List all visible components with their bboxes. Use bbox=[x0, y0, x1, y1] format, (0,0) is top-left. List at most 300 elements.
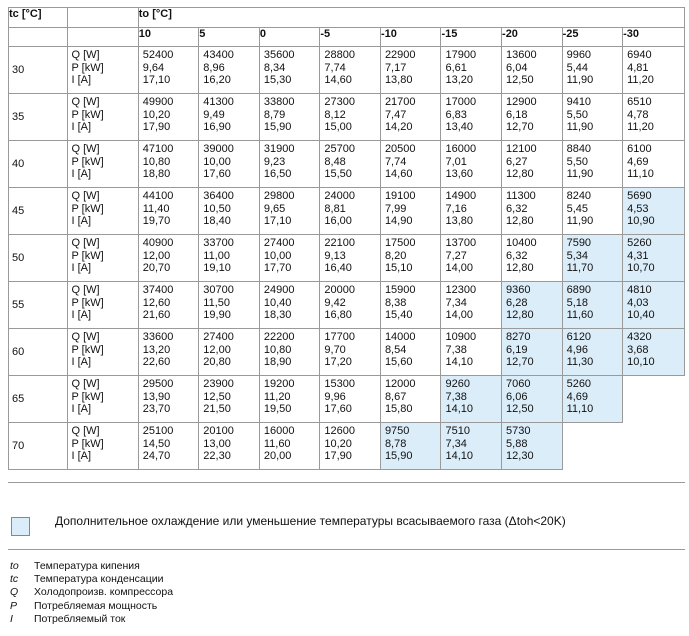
value-p: 4,31 bbox=[627, 249, 649, 262]
value-q: 5260 bbox=[627, 237, 652, 249]
value-i: 19,10 bbox=[203, 262, 231, 274]
to-value-header: 5 bbox=[199, 28, 260, 47]
value-i: 11,90 bbox=[566, 121, 594, 133]
value-q: 12600 bbox=[324, 425, 355, 437]
quantity-label: P [kW] bbox=[71, 390, 104, 403]
value-p: 8,34 bbox=[263, 61, 286, 74]
value-p: 8,54 bbox=[384, 343, 407, 356]
value-q: 13700 bbox=[445, 237, 477, 249]
value-p: 12,00 bbox=[203, 343, 231, 356]
value-p: 14,50 bbox=[142, 437, 171, 450]
data-cell bbox=[199, 423, 260, 470]
data-cell bbox=[320, 329, 381, 376]
value-q: 49900 bbox=[142, 96, 174, 108]
value-i: 12,30 bbox=[506, 450, 534, 462]
empty-cell bbox=[623, 376, 685, 423]
value-p: 4,78 bbox=[627, 108, 649, 121]
tc-value: 60 bbox=[9, 329, 68, 376]
value-p: 13,00 bbox=[203, 437, 231, 450]
value-q: 14900 bbox=[445, 190, 477, 202]
value-q: 10900 bbox=[445, 331, 477, 343]
value-i: 20,70 bbox=[142, 262, 171, 274]
value-p: 5,18 bbox=[566, 296, 588, 309]
data-cell bbox=[138, 376, 199, 423]
value-i: 14,00 bbox=[445, 309, 474, 321]
value-i: 17,70 bbox=[263, 262, 292, 274]
quantity-label: I [A] bbox=[71, 403, 92, 415]
data-cell bbox=[259, 423, 320, 470]
data-cell bbox=[138, 235, 199, 282]
data-cell bbox=[562, 188, 623, 235]
value-i: 14,60 bbox=[384, 168, 413, 180]
value-q: 29500 bbox=[142, 378, 174, 390]
value-p: 12,60 bbox=[142, 296, 171, 309]
value-q: 5690 bbox=[627, 190, 652, 202]
data-cell bbox=[380, 47, 441, 94]
value-p: 10,50 bbox=[203, 202, 231, 215]
data-cell bbox=[259, 47, 320, 94]
value-p: 11,60 bbox=[263, 437, 291, 450]
quantity-label: Q [W] bbox=[71, 143, 100, 155]
value-i: 14,00 bbox=[445, 262, 474, 274]
quantity-label: I [A] bbox=[71, 215, 92, 227]
value-p: 4,81 bbox=[627, 61, 649, 74]
value-q: 30700 bbox=[203, 284, 234, 296]
value-q: 4810 bbox=[627, 284, 652, 296]
value-q: 12900 bbox=[506, 96, 537, 108]
value-i: 21,50 bbox=[203, 403, 231, 415]
data-cell bbox=[441, 94, 502, 141]
legend-text: Дополнительное охлаждение или уменьшение температуры всасываемого газа (Δtoh<20K) bbox=[55, 514, 566, 528]
data-cell bbox=[138, 141, 199, 188]
value-q: 20500 bbox=[384, 143, 416, 155]
data-cell bbox=[320, 376, 381, 423]
quantity-label: Q [W] bbox=[71, 190, 100, 202]
value-p: 11,00 bbox=[203, 249, 231, 262]
value-q: 6940 bbox=[627, 49, 652, 61]
value-q: 12000 bbox=[384, 378, 416, 390]
quantity-label: I [A] bbox=[71, 121, 92, 133]
data-cell bbox=[380, 235, 441, 282]
value-i: 12,80 bbox=[506, 215, 534, 227]
value-p: 8,12 bbox=[324, 108, 346, 121]
value-q: 40900 bbox=[142, 237, 174, 249]
value-i: 10,90 bbox=[627, 215, 655, 227]
data-cell bbox=[199, 376, 260, 423]
value-i: 24,70 bbox=[142, 450, 171, 462]
divider bbox=[8, 482, 685, 483]
quantity-label: I [A] bbox=[71, 262, 92, 274]
value-p: 5,45 bbox=[566, 202, 588, 215]
value-i: 10,10 bbox=[627, 356, 655, 368]
data-cell-highlighted bbox=[623, 188, 685, 235]
table-body bbox=[9, 47, 685, 470]
data-cell bbox=[623, 141, 685, 188]
value-i: 16,20 bbox=[203, 74, 231, 86]
value-q: 22900 bbox=[384, 49, 416, 61]
value-p: 10,00 bbox=[263, 249, 292, 262]
value-i: 18,30 bbox=[263, 309, 292, 321]
table-row bbox=[9, 141, 685, 188]
value-q: 8240 bbox=[566, 190, 592, 202]
performance-table bbox=[8, 7, 685, 470]
value-i: 12,80 bbox=[506, 168, 534, 180]
data-cell bbox=[441, 329, 502, 376]
data-cell bbox=[380, 141, 441, 188]
tc-value: 45 bbox=[9, 188, 68, 235]
value-p: 7,34 bbox=[445, 437, 467, 450]
abbreviation-meaning: Температура кипения bbox=[34, 560, 140, 572]
value-q: 10400 bbox=[506, 237, 537, 249]
data-cell-highlighted bbox=[562, 235, 623, 282]
value-p: 9,70 bbox=[324, 343, 346, 356]
data-cell bbox=[138, 282, 199, 329]
value-i: 23,70 bbox=[142, 403, 171, 415]
value-i: 12,50 bbox=[506, 403, 534, 415]
data-cell-highlighted bbox=[623, 282, 685, 329]
value-q: 12300 bbox=[445, 284, 477, 296]
data-cell-highlighted bbox=[441, 376, 502, 423]
value-q: 28800 bbox=[324, 49, 355, 61]
value-q: 24000 bbox=[324, 190, 355, 202]
empty-cell bbox=[562, 423, 623, 470]
value-i: 11,60 bbox=[566, 309, 594, 321]
value-p: 8,48 bbox=[324, 155, 346, 168]
abbreviation-meaning: Холодопроизв. компрессора bbox=[34, 586, 174, 599]
quantity-label: I [A] bbox=[71, 309, 92, 321]
value-i: 16,90 bbox=[203, 121, 231, 133]
abbreviation-item bbox=[10, 573, 173, 586]
data-cell bbox=[138, 329, 199, 376]
table-row bbox=[9, 423, 685, 470]
value-q: 19200 bbox=[263, 378, 295, 390]
quantity-labels bbox=[68, 47, 138, 94]
value-q: 15900 bbox=[384, 284, 416, 296]
value-p: 8,78 bbox=[384, 437, 407, 450]
value-q: 16000 bbox=[445, 143, 477, 155]
value-p: 4,69 bbox=[566, 390, 588, 403]
quantity-label: Q [W] bbox=[71, 49, 100, 61]
value-q: 41300 bbox=[203, 96, 234, 108]
data-cell bbox=[259, 188, 320, 235]
abbreviation-item bbox=[10, 560, 173, 573]
data-cell bbox=[380, 376, 441, 423]
value-q: 14000 bbox=[384, 331, 416, 343]
value-p: 7,34 bbox=[445, 296, 467, 309]
value-p: 7,99 bbox=[384, 202, 407, 215]
data-cell bbox=[138, 188, 199, 235]
data-cell bbox=[441, 47, 502, 94]
value-p: 8,67 bbox=[384, 390, 407, 403]
value-i: 14,60 bbox=[324, 74, 352, 86]
value-p: 7,74 bbox=[324, 61, 346, 74]
data-cell bbox=[562, 47, 623, 94]
data-cell bbox=[502, 188, 563, 235]
quantity-labels bbox=[68, 423, 138, 470]
value-q: 22200 bbox=[263, 331, 295, 343]
value-p: 4,53 bbox=[627, 202, 649, 215]
value-q: 37400 bbox=[142, 284, 174, 296]
value-i: 19,50 bbox=[263, 403, 292, 415]
value-p: 6,28 bbox=[506, 296, 528, 309]
value-i: 11,20 bbox=[627, 74, 654, 86]
value-i: 16,40 bbox=[324, 262, 352, 274]
abbreviation-list bbox=[10, 560, 173, 626]
data-cell bbox=[320, 47, 381, 94]
value-i: 14,10 bbox=[445, 356, 474, 368]
data-cell bbox=[259, 235, 320, 282]
data-cell bbox=[259, 329, 320, 376]
value-p: 5,50 bbox=[566, 155, 588, 168]
value-i: 20,00 bbox=[263, 450, 292, 462]
value-i: 11,30 bbox=[566, 356, 594, 368]
value-q: 13600 bbox=[506, 49, 537, 61]
value-i: 14,10 bbox=[445, 403, 474, 415]
value-p: 8,38 bbox=[384, 296, 407, 309]
value-q: 20100 bbox=[203, 425, 234, 437]
value-i: 20,80 bbox=[203, 356, 231, 368]
value-p: 6,27 bbox=[506, 155, 528, 168]
value-i: 22,60 bbox=[142, 356, 171, 368]
to-value-header: -5 bbox=[320, 28, 381, 47]
table-row bbox=[9, 235, 685, 282]
value-p: 9,13 bbox=[324, 249, 346, 262]
value-q: 6120 bbox=[566, 331, 592, 343]
value-i: 16,50 bbox=[263, 168, 292, 180]
quantity-label: P [kW] bbox=[71, 249, 104, 262]
value-q: 31900 bbox=[263, 143, 295, 155]
data-cell bbox=[199, 282, 260, 329]
tc-value: 35 bbox=[9, 94, 68, 141]
value-i: 11,20 bbox=[627, 121, 654, 133]
data-cell bbox=[562, 94, 623, 141]
quantity-label: Q [W] bbox=[71, 96, 100, 108]
table-row bbox=[9, 188, 685, 235]
data-cell-highlighted bbox=[562, 376, 623, 423]
value-i: 15,90 bbox=[384, 450, 413, 462]
tc-value: 30 bbox=[9, 47, 68, 94]
value-i: 14,20 bbox=[384, 121, 413, 133]
table-row bbox=[9, 329, 685, 376]
value-p: 6,32 bbox=[506, 202, 528, 215]
value-i: 11,90 bbox=[566, 215, 594, 227]
value-q: 8840 bbox=[566, 143, 592, 155]
value-p: 6,83 bbox=[445, 108, 467, 121]
value-p: 3,68 bbox=[627, 343, 649, 356]
value-q: 9750 bbox=[384, 425, 410, 437]
value-q: 17000 bbox=[445, 96, 477, 108]
legend-swatch bbox=[11, 517, 30, 536]
value-p: 5,88 bbox=[506, 437, 528, 450]
data-cell bbox=[199, 47, 260, 94]
data-cell bbox=[380, 329, 441, 376]
value-i: 17,60 bbox=[324, 403, 352, 415]
value-i: 11,90 bbox=[566, 168, 594, 180]
value-i: 15,60 bbox=[384, 356, 413, 368]
value-i: 22,30 bbox=[203, 450, 231, 462]
quantity-labels bbox=[68, 141, 138, 188]
value-i: 18,40 bbox=[203, 215, 231, 227]
data-cell-highlighted bbox=[502, 329, 563, 376]
value-q: 21700 bbox=[384, 96, 416, 108]
header-blank bbox=[68, 8, 138, 28]
value-q: 25100 bbox=[142, 425, 174, 437]
data-cell-highlighted bbox=[380, 423, 441, 470]
quantity-labels bbox=[68, 188, 138, 235]
value-p: 7,38 bbox=[445, 390, 467, 403]
value-i: 13,20 bbox=[445, 74, 474, 86]
value-q: 6100 bbox=[627, 143, 652, 155]
value-i: 21,60 bbox=[142, 309, 171, 321]
value-p: 12,50 bbox=[203, 390, 231, 403]
to-value-header: -20 bbox=[502, 28, 563, 47]
abbreviation-meaning: Температура конденсации bbox=[34, 573, 164, 586]
abbreviation-meaning: Потребляемая мощность bbox=[34, 599, 158, 612]
data-cell bbox=[259, 282, 320, 329]
value-p: 12,00 bbox=[142, 249, 171, 262]
tc-value: 55 bbox=[9, 282, 68, 329]
value-i: 12,80 bbox=[506, 309, 534, 321]
value-q: 5730 bbox=[506, 425, 531, 437]
value-i: 19,90 bbox=[203, 309, 231, 321]
data-cell bbox=[199, 235, 260, 282]
value-i: 11,10 bbox=[566, 403, 594, 415]
value-q: 17500 bbox=[384, 237, 416, 249]
value-q: 9260 bbox=[445, 378, 470, 390]
value-q: 6510 bbox=[627, 96, 652, 108]
abbreviation-item bbox=[10, 586, 173, 599]
value-q: 6890 bbox=[566, 284, 592, 296]
value-q: 39000 bbox=[203, 143, 234, 155]
value-p: 10,40 bbox=[263, 296, 292, 309]
value-q: 29800 bbox=[263, 190, 295, 202]
value-q: 17700 bbox=[324, 331, 355, 343]
value-q: 52400 bbox=[142, 49, 174, 61]
value-i: 14,10 bbox=[445, 450, 474, 462]
quantity-label: P [kW] bbox=[71, 296, 104, 309]
value-i: 12,80 bbox=[506, 262, 534, 274]
tc-value: 70 bbox=[9, 423, 68, 470]
value-i: 10,40 bbox=[627, 309, 655, 321]
value-q: 20000 bbox=[324, 284, 355, 296]
abbreviation-item bbox=[10, 613, 173, 626]
tc-value: 50 bbox=[9, 235, 68, 282]
data-cell bbox=[320, 141, 381, 188]
abbreviation-item bbox=[10, 600, 173, 613]
data-cell bbox=[623, 47, 685, 94]
value-i: 19,70 bbox=[142, 215, 171, 227]
data-cell-highlighted bbox=[623, 235, 685, 282]
empty-cell bbox=[623, 423, 685, 470]
data-cell bbox=[441, 235, 502, 282]
data-cell bbox=[502, 235, 563, 282]
data-cell bbox=[502, 47, 563, 94]
data-cell bbox=[199, 141, 260, 188]
data-cell bbox=[199, 188, 260, 235]
value-i: 16,80 bbox=[324, 309, 352, 321]
value-p: 7,27 bbox=[445, 249, 467, 262]
data-cell bbox=[320, 235, 381, 282]
quantity-label: I [A] bbox=[71, 168, 92, 180]
quantity-labels bbox=[68, 94, 138, 141]
data-cell bbox=[138, 94, 199, 141]
value-i: 12,70 bbox=[506, 121, 534, 133]
value-q: 7590 bbox=[566, 237, 592, 249]
data-cell-highlighted bbox=[502, 423, 563, 470]
data-cell bbox=[380, 282, 441, 329]
value-p: 10,80 bbox=[263, 343, 292, 356]
quantity-label: I [A] bbox=[71, 356, 92, 368]
value-p: 7,74 bbox=[384, 155, 407, 168]
value-q: 35600 bbox=[263, 49, 295, 61]
value-i: 11,10 bbox=[627, 168, 654, 180]
value-p: 13,90 bbox=[142, 390, 171, 403]
value-p: 9,23 bbox=[263, 155, 286, 168]
quantity-label: Q [W] bbox=[71, 378, 100, 390]
value-p: 9,49 bbox=[203, 108, 225, 121]
value-p: 8,79 bbox=[263, 108, 286, 121]
value-q: 15300 bbox=[324, 378, 355, 390]
value-i: 17,90 bbox=[142, 121, 171, 133]
value-i: 17,60 bbox=[203, 168, 231, 180]
value-p: 8,96 bbox=[203, 61, 225, 74]
data-cell-highlighted bbox=[502, 376, 563, 423]
value-q: 33600 bbox=[142, 331, 174, 343]
value-i: 10,70 bbox=[627, 262, 655, 274]
value-q: 27400 bbox=[263, 237, 295, 249]
value-i: 12,70 bbox=[506, 356, 534, 368]
quantity-label: P [kW] bbox=[71, 108, 104, 121]
value-p: 7,47 bbox=[384, 108, 407, 121]
value-i: 13,60 bbox=[445, 168, 474, 180]
value-i: 18,90 bbox=[263, 356, 292, 368]
value-p: 7,01 bbox=[445, 155, 467, 168]
value-i: 16,00 bbox=[324, 215, 352, 227]
value-q: 17900 bbox=[445, 49, 477, 61]
value-i: 17,10 bbox=[142, 74, 171, 86]
value-q: 12100 bbox=[506, 143, 537, 155]
quantity-label: Q [W] bbox=[71, 284, 100, 296]
value-i: 11,70 bbox=[566, 262, 594, 274]
data-cell-highlighted bbox=[441, 423, 502, 470]
to-value-header: -15 bbox=[441, 28, 502, 47]
value-p: 6,18 bbox=[506, 108, 528, 121]
value-p: 10,20 bbox=[324, 437, 352, 450]
value-p: 7,38 bbox=[445, 343, 467, 356]
data-cell bbox=[562, 141, 623, 188]
value-i: 17,20 bbox=[324, 356, 352, 368]
quantity-label: P [kW] bbox=[71, 437, 104, 450]
value-p: 10,00 bbox=[203, 155, 231, 168]
tc-value: 65 bbox=[9, 376, 68, 423]
data-cell bbox=[380, 188, 441, 235]
quantity-label: Q [W] bbox=[71, 237, 100, 249]
table-row bbox=[9, 376, 685, 423]
data-cell bbox=[320, 282, 381, 329]
to-value-header: -25 bbox=[562, 28, 623, 47]
quantity-label: Q [W] bbox=[71, 331, 100, 343]
data-cell bbox=[441, 141, 502, 188]
data-cell-highlighted bbox=[623, 329, 685, 376]
value-q: 8270 bbox=[506, 331, 531, 343]
header-blank bbox=[9, 28, 68, 47]
value-q: 36400 bbox=[203, 190, 234, 202]
data-cell bbox=[441, 282, 502, 329]
data-cell bbox=[380, 94, 441, 141]
quantity-labels bbox=[68, 376, 138, 423]
value-q: 47100 bbox=[142, 143, 174, 155]
value-i: 17,90 bbox=[324, 450, 352, 462]
